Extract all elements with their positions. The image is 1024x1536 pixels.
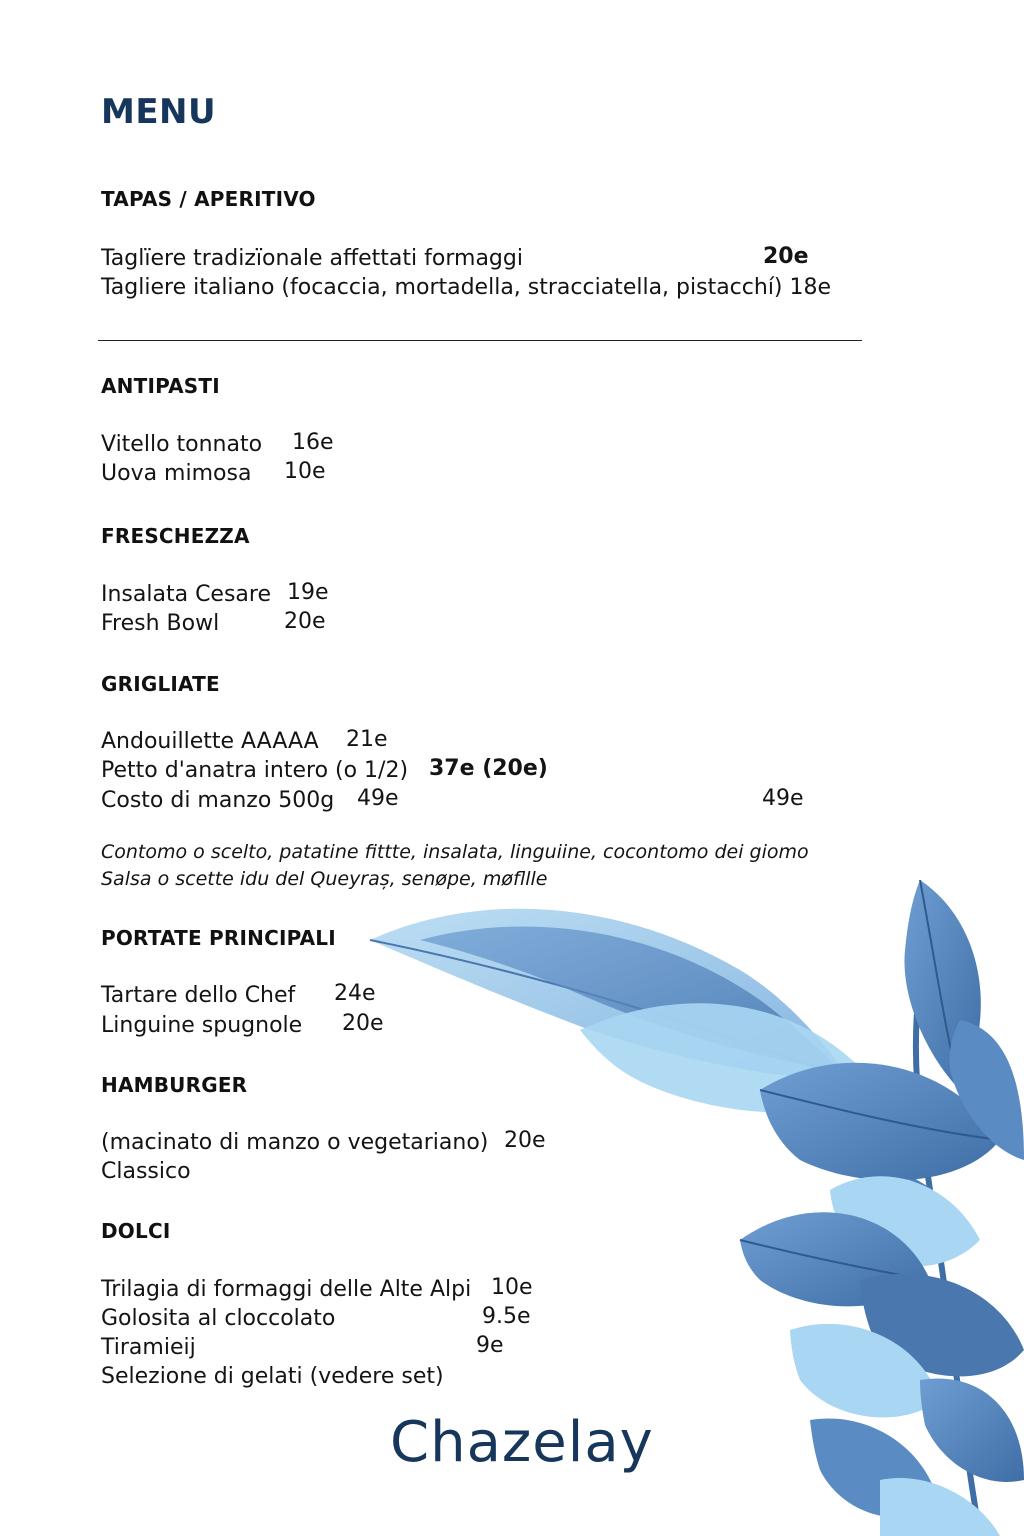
brand-logo-text: Chazelay bbox=[390, 1410, 654, 1475]
menu-item-name: Linguine spugnole bbox=[101, 1013, 303, 1038]
menu-item-name: Trilagia di formaggi delle Alte Alpi bbox=[101, 1277, 472, 1302]
menu-note: Contomo o scelto, patatine fittte, insalata, linguiine, cocontomo dei giomo bbox=[101, 841, 809, 863]
menu-item-name: Insalata Cesare bbox=[101, 582, 272, 607]
menu-item-name: Selezione di gelati (vedere set) bbox=[101, 1364, 444, 1389]
menu-item-name: Vitello tonnato bbox=[101, 432, 263, 457]
section-heading-grigliate: GRIGLIATE bbox=[101, 672, 220, 696]
menu-item-name: Petto d'anatra intero (o 1/2) bbox=[101, 758, 409, 783]
menu-item-name: Tiramieij bbox=[101, 1335, 196, 1360]
menu-item-name: Fresh Bowl bbox=[101, 611, 220, 636]
menu-item-name: Uova mimosa bbox=[101, 461, 252, 486]
section-heading-antipasti: ANTIPASTI bbox=[101, 374, 220, 398]
menu-item-price: 10e bbox=[491, 1275, 533, 1300]
menu-item-price-right: 49e bbox=[762, 786, 804, 811]
menu-item-name: Tartare dello Chef bbox=[101, 983, 296, 1008]
section-divider bbox=[98, 340, 862, 341]
menu-item-name: Andouillette AAAAA bbox=[101, 729, 319, 754]
menu-item-line: Tagliere italiano (focaccia, mortadella, stracciatella, pistacchí) 18e bbox=[101, 275, 832, 300]
menu-item-price: 24e bbox=[334, 981, 376, 1006]
menu-item-name: Golosita al cloccolato bbox=[101, 1306, 336, 1331]
page-title: MENU bbox=[101, 92, 217, 132]
menu-item-price: 9.5e bbox=[482, 1304, 531, 1329]
menu-item-name: (macinato di manzo o vegetariano) bbox=[101, 1130, 489, 1155]
menu-item-price: 20e bbox=[763, 244, 809, 269]
menu-item-name: Classico bbox=[101, 1159, 191, 1184]
menu-note: Salsa o scette idu del Queyraș, senøpe, møfllle bbox=[101, 868, 548, 890]
menu-item-price: 20e bbox=[284, 609, 326, 634]
menu-item-price: 16e bbox=[292, 430, 334, 455]
section-heading-tapas: TAPAS / APERITIVO bbox=[101, 187, 316, 211]
section-heading-freschezza: FRESCHEZZA bbox=[101, 524, 250, 548]
menu-item-price: 20e bbox=[504, 1128, 546, 1153]
menu-item-price: 49e bbox=[357, 786, 399, 811]
menu-item-price: 20e bbox=[342, 1011, 384, 1036]
menu-item-name: Costo di manzo 500g bbox=[101, 788, 335, 813]
section-heading-hamburger: HAMBURGER bbox=[101, 1073, 248, 1097]
menu-item-price: 21e bbox=[346, 727, 388, 752]
menu-item-price: 19e bbox=[287, 580, 329, 605]
section-heading-dolci: DOLCI bbox=[101, 1219, 171, 1243]
menu-item-price: 9e bbox=[476, 1333, 504, 1358]
menu-item-price: 37e (20e) bbox=[429, 756, 548, 781]
section-heading-portate: PORTATE PRINCIPALI bbox=[101, 926, 336, 950]
menu-item-price: 10e bbox=[284, 459, 326, 484]
menu-item-name: Taglïere tradizïonale affettati formaggi bbox=[101, 246, 523, 271]
